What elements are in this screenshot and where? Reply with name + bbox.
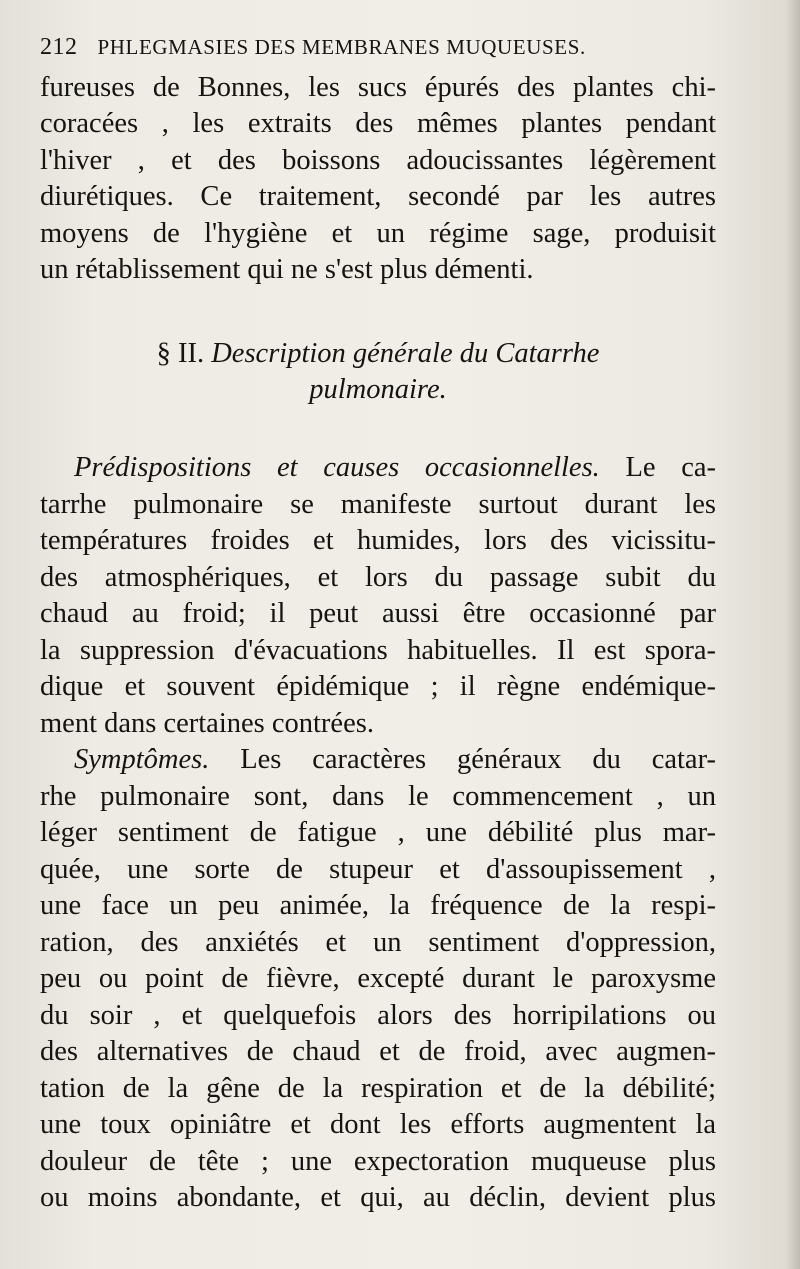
text-line: températures froides et humides, lors des vicissitu-: [40, 525, 716, 556]
paragraph-symptoms: [40, 742, 716, 1217]
section-title-line1: Description générale du Catarrhe: [211, 338, 600, 369]
paragraph-top: [40, 70, 716, 288]
running-head: [40, 34, 760, 61]
text-line: chaud au froid; il peut aussi être occasionné par: [40, 598, 716, 629]
text-line: rhe pulmonaire sont, dans le commencement , un: [40, 780, 716, 812]
text-fragment: Les caractères généraux du catar-: [240, 744, 716, 775]
section-number: § II.: [156, 338, 205, 369]
text-line: [40, 742, 716, 779]
text-line: [40, 450, 716, 487]
text-line: ration, des anxiétés et un sentiment d'oppression,: [40, 926, 716, 958]
text-line: douleur de tête ; une expectoration muqueuse plus: [40, 1145, 716, 1177]
text-line: léger sentiment de fatigue , une débilité plus mar-: [40, 817, 716, 848]
page-number: 212: [40, 34, 78, 60]
page-gutter-shadow: [786, 0, 800, 1269]
text-line: une toux opiniâtre et dont les efforts augmentent la: [40, 1109, 716, 1140]
text-fragment: Le ca-: [625, 452, 716, 483]
text-line: une face un peu animée, la fréquence de la respi-: [40, 890, 716, 921]
text-line: l'hiver , et des boissons adoucissantes légèrement: [40, 144, 716, 176]
text-line: tation de la gêne de la respiration et de la débilité;: [40, 1072, 716, 1104]
text-line: ment dans certaines contrées.: [40, 707, 374, 739]
paragraph-lead: Prédispositions et causes occasionnelles.: [74, 452, 600, 483]
text-line: quée, une sorte de stupeur et d'assoupissement ,: [40, 853, 716, 885]
paragraph-causes: [40, 450, 716, 742]
section-body: [40, 450, 716, 1217]
running-title: PHLEGMASIES DES MEMBRANES MUQUEUSES.: [97, 35, 586, 59]
text-line: la suppression d'évacuations habituelles. Il est spora-: [40, 634, 716, 666]
text-line: ou moins abondante, et qui, au déclin, devient plus: [40, 1182, 716, 1213]
text-line: peu ou point de fièvre, excepté durant le paroxysme: [40, 963, 716, 994]
section-heading: [40, 336, 716, 408]
text-line: un rétablissement qui ne s'est plus démenti.: [40, 253, 534, 285]
text-line: fureuses de Bonnes, les sucs épurés des plantes chi-: [40, 72, 716, 103]
text-line: des atmosphériques, et lors du passage subit du: [40, 561, 716, 593]
text-line: moyens de l'hygiène et un régime sage, produisit: [40, 217, 716, 249]
text-line: coracées , les extraits des mêmes plantes pendant: [40, 108, 716, 140]
text-line: dique et souvent épidémique ; il règne endémique-: [40, 671, 716, 702]
text-line: diurétiques. Ce traitement, secondé par les autres: [40, 181, 716, 213]
paragraph-lead: Symptômes.: [74, 744, 210, 775]
text-line: du soir , et quelquefois alors des horripilations ou: [40, 999, 716, 1031]
text-line: tarrhe pulmonaire se manifeste surtout durant les: [40, 488, 716, 520]
text-line: des alternatives de chaud et de froid, avec augmen-: [40, 1036, 716, 1067]
section-title-line2: pulmonaire.: [309, 374, 447, 405]
